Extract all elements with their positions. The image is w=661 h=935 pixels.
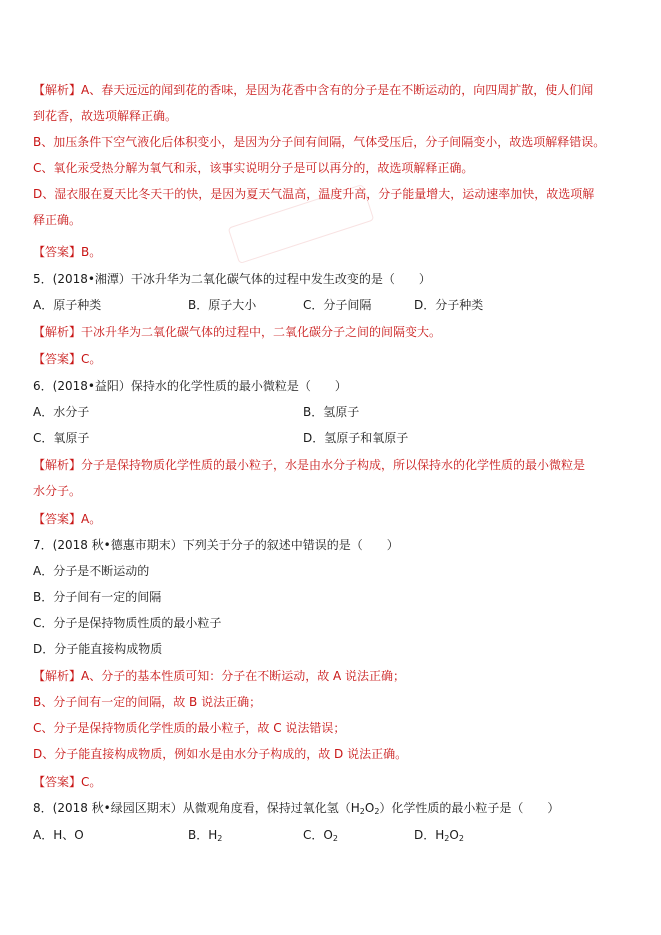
q5-option-b: B．原子大小: [188, 298, 257, 312]
analysis-d-line2: 释正确。: [33, 213, 82, 227]
q7-option-a: A．分子是不断运动的: [33, 564, 150, 578]
q6-analysis-line2: 水分子。: [33, 484, 82, 498]
analysis-a-line2: 到花香，故选项解释正确。: [33, 109, 178, 123]
q6-analysis-line1: 【解析】分子是保持物质化学性质的最小粒子，水是由水分子构成，所以保持水的化学性质的最小微粒是: [33, 458, 586, 472]
q5-option-a: A．原子种类: [33, 298, 102, 312]
q6-option-b: B．氢原子: [303, 405, 360, 419]
q6-option-a: A．水分子: [33, 405, 90, 419]
q6-answer: 【答案】A。: [33, 512, 102, 526]
q7-option-b: B．分子间有一定的间隔: [33, 590, 162, 604]
q6-option-d: D．氢原子和氧原子: [303, 431, 409, 445]
q7-answer: 【答案】C。: [33, 775, 102, 789]
answer-block1: 【答案】B。: [33, 245, 102, 259]
q7-analysis-a: 【解析】A、分子的基本性质可知：分子在不断运动，故 A 说法正确；: [33, 669, 406, 683]
q8-option-b: B．$H_2$: [188, 828, 223, 843]
analysis-d-line1: D、湿衣服在夏天比冬天干的快，是因为夏天气温高，温度升高，分子能量增大，运动速率加快，故选项解: [33, 187, 595, 201]
q5-analysis: 【解析】干冰升华为二氧化碳气体的过程中，二氧化碳分子之间的间隔变大。: [33, 325, 442, 339]
q8-option-c: C．$O_2$: [303, 828, 338, 843]
analysis-c-line: C、氧化汞受热分解为氧气和汞，该事实说明分子是可以再分的，故选项解释正确。: [33, 161, 474, 175]
analysis-b-line: B、加压条件下空气液化后体积变小，是因为分子间有间隔，气体受压后，分子间隔变小，故选项解释错误。: [33, 135, 606, 149]
q8-option-d: D．$H_2O_2$: [414, 828, 464, 843]
q8-option-a: A．H、O: [33, 828, 84, 842]
q5-answer: 【答案】C。: [33, 352, 102, 366]
q5-stem: 5．(2018•湘潭）干冰升华为二氧化碳气体的过程中发生改变的是（ ）: [33, 272, 431, 286]
q6-option-c: C．氧原子: [33, 431, 90, 445]
q5-option-c: C．分子间隔: [303, 298, 372, 312]
q7-option-c: C．分子是保持物质性质的最小粒子: [33, 616, 222, 630]
q8-stem: 8．(2018 秋•绿园区期末）从微观角度看，保持过氧化氢$(H_2O_2)$化学性质的最小粒子是（ ）: [33, 801, 560, 816]
q7-analysis-d: D、分子能直接构成物质，例如水是由水分子构成的，故 D 说法正确。: [33, 747, 408, 761]
q7-analysis-c: C、分子是保持物质化学性质的最小粒子，故 C 说法错误；: [33, 721, 346, 735]
analysis-a-line1: 【解析】A、春天远远的闻到花的香味，是因为花香中含有的分子是在不断运动的，向四周扩散，使人们闻: [33, 83, 594, 97]
q5-option-d: D．分子种类: [414, 298, 484, 312]
q7-analysis-b: B、分子间有一定的间隔，故 B 说法正确；: [33, 695, 262, 709]
q7-stem: 7．(2018 秋•德惠市期末）下列关于分子的叙述中错误的是（ ）: [33, 538, 399, 552]
q7-option-d: D．分子能直接构成物质: [33, 642, 163, 656]
q6-stem: 6．(2018•益阳）保持水的化学性质的最小微粒是（ ）: [33, 379, 347, 393]
